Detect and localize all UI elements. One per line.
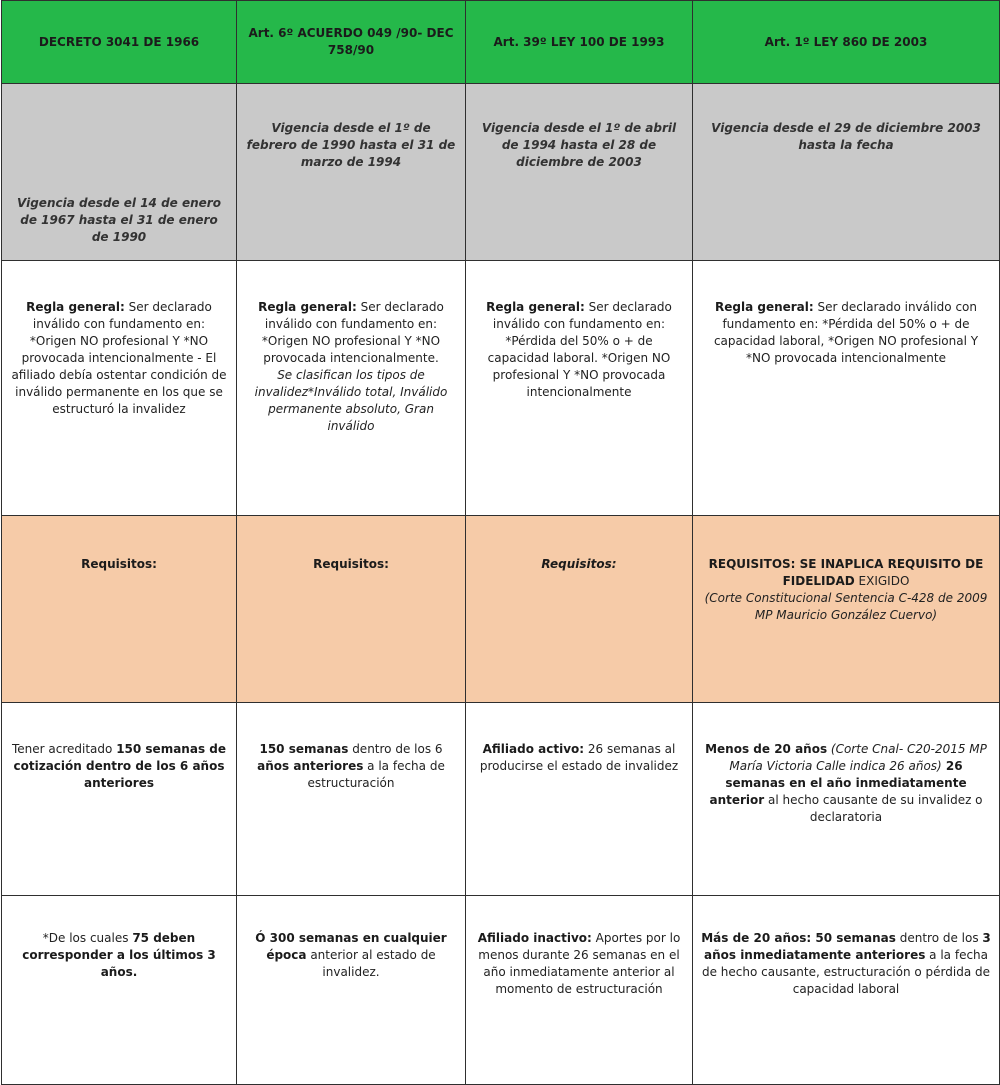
- regla-acuerdo-049: [237, 261, 466, 516]
- requisitos-acuerdo-049: [237, 516, 466, 703]
- vigencia-ley-860: Vigencia desde el 29 de diciembre 2003 hasta la fecha: [693, 84, 1000, 261]
- semanas-bold: 26 semanas en el año inmediatamente anterior: [709, 759, 967, 807]
- afiliado-inactivo-label: Afiliado inactivo:: [477, 931, 592, 945]
- requisitos-inaplica: REQUISITOS: SE INAPLICA REQUISITO DE FIDELIDAD: [708, 557, 984, 588]
- regla-ley-860: [693, 261, 1000, 516]
- requisitos-ley-860: [693, 516, 1000, 703]
- semanas-text: Aportes por lo menos durante 26 semanas en el año inmediatamente anterior al momento de estructuración: [478, 931, 681, 996]
- regla-lead: Regla general:: [26, 300, 125, 314]
- semanas2-ley-860: [693, 896, 1000, 1085]
- regla-decreto-3041: [2, 261, 237, 516]
- regla-text: Ser declarado inválido con fundamento en: *Pérdida del 50% o + de capacidad laboral, *Origen NO profesional Y *NO provocada intencionalmente: [713, 300, 979, 365]
- regla-ley-100: [466, 261, 693, 516]
- menos-20-label: Menos de 20 años: [705, 742, 828, 756]
- semanas-text: a la fecha de hecho causante, estructuración o pérdida de capacidad laboral: [701, 948, 991, 996]
- semanas-bold: 75 deben corresponder a los últimos 3 años.: [22, 931, 216, 979]
- semanas1-ley-860: [693, 703, 1000, 896]
- semanas2-ley-100: [466, 896, 693, 1085]
- requisitos-row: [2, 516, 1000, 703]
- semanas1-acuerdo-049: [237, 703, 466, 896]
- regla-clasificacion: Se clasifican los tipos de invalidez*Inválido total, Inválido permanente absoluto, Gran inválido: [254, 368, 448, 433]
- sentencia-note: (Corte Cnal- C20-2015 MP María Victoria Calle indica 26 años): [729, 742, 987, 773]
- semanas-bold: 150 semanas de cotización dentro de los 6 años anteriores: [13, 742, 226, 790]
- semanas-text: Tener acreditado: [11, 742, 117, 756]
- semanas-bold: Ó 300 semanas en cualquier época: [255, 931, 447, 962]
- vigencia-row: [2, 84, 1000, 261]
- requisitos-label: Requisitos:: [313, 557, 389, 571]
- semanas1-ley-100: [466, 703, 693, 896]
- requisitos-exigido: EXIGIDO: [854, 574, 910, 588]
- regla-lead: Regla general:: [258, 300, 357, 314]
- requisitos-sentencia: (Corte Constitucional Sentencia C-428 de 2009 MP Mauricio González Cuervo): [704, 591, 988, 622]
- semanas-text: a la fecha de estructuración: [307, 759, 445, 790]
- semanas-text: dentro de los: [895, 931, 983, 945]
- semanas-row-2: [2, 896, 1000, 1085]
- regla-lead: Regla general:: [486, 300, 585, 314]
- requisitos-decreto-3041: [2, 516, 237, 703]
- vigencia-decreto-3041: Vigencia desde el 14 de enero de 1967 hasta el 31 de enero de 1990: [2, 84, 237, 261]
- requisitos-label: Requisitos:: [81, 557, 157, 571]
- regla-general-row: [2, 261, 1000, 516]
- mas-20-label: Más de 20 años: 50 semanas: [701, 931, 896, 945]
- regla-text: Ser declarado inválido con fundamento en: *Origen NO profesional Y *NO provocada intencionalmente - El afiliado debía ostentar condición de inválido permanente en los que se estructuró la invalidez: [11, 300, 227, 416]
- semanas-bold: 150 semanas: [259, 742, 349, 756]
- vigencia-acuerdo-049: Vigencia desde el 1º de febrero de 1990 hasta el 31 de marzo de 1994: [237, 84, 466, 261]
- header-acuerdo-049: Art. 6º ACUERDO 049 /90- DEC 758/90: [237, 1, 466, 84]
- header-ley-860: Art. 1º LEY 860 DE 2003: [693, 1, 1000, 84]
- regla-text: Ser declarado inválido con fundamento en: *Pérdida del 50% o + de capacidad laboral. *Origen NO profesional Y *NO provocada intencionalmente: [487, 300, 672, 399]
- regla-text: Ser declarado inválido con fundamento en: *Origen NO profesional Y *NO provocada intencionalmente.: [261, 300, 444, 365]
- semanas-text: *De los cuales: [42, 931, 133, 945]
- header-row: [2, 1, 1000, 84]
- semanas-bold: años anteriores: [257, 759, 364, 773]
- vigencia-ley-100: Vigencia desde el 1º de abril de 1994 hasta el 28 de diciembre de 2003: [466, 84, 693, 261]
- regla-lead: Regla general:: [715, 300, 814, 314]
- semanas1-decreto-3041: [2, 703, 237, 896]
- semanas2-acuerdo-049: [237, 896, 466, 1085]
- semanas-bold: 3 años inmediatamente anteriores: [703, 931, 991, 962]
- header-ley-100: Art. 39º LEY 100 DE 1993: [466, 1, 693, 84]
- afiliado-activo-label: Afiliado activo:: [482, 742, 585, 756]
- semanas-text: anterior al estado de invalidez.: [306, 948, 436, 979]
- requisitos-label: Requisitos:: [541, 557, 617, 571]
- legal-comparison-table: [1, 0, 1000, 1085]
- header-decreto-3041: DECRETO 3041 DE 1966: [2, 1, 237, 84]
- semanas-text: al hecho causante de su invalidez o declaratoria: [764, 793, 983, 824]
- semanas-text: dentro de los 6: [348, 742, 443, 756]
- semanas2-decreto-3041: [2, 896, 237, 1085]
- requisitos-ley-100: [466, 516, 693, 703]
- semanas-row-1: [2, 703, 1000, 896]
- semanas-text: 26 semanas al producirse el estado de invalidez: [479, 742, 679, 773]
